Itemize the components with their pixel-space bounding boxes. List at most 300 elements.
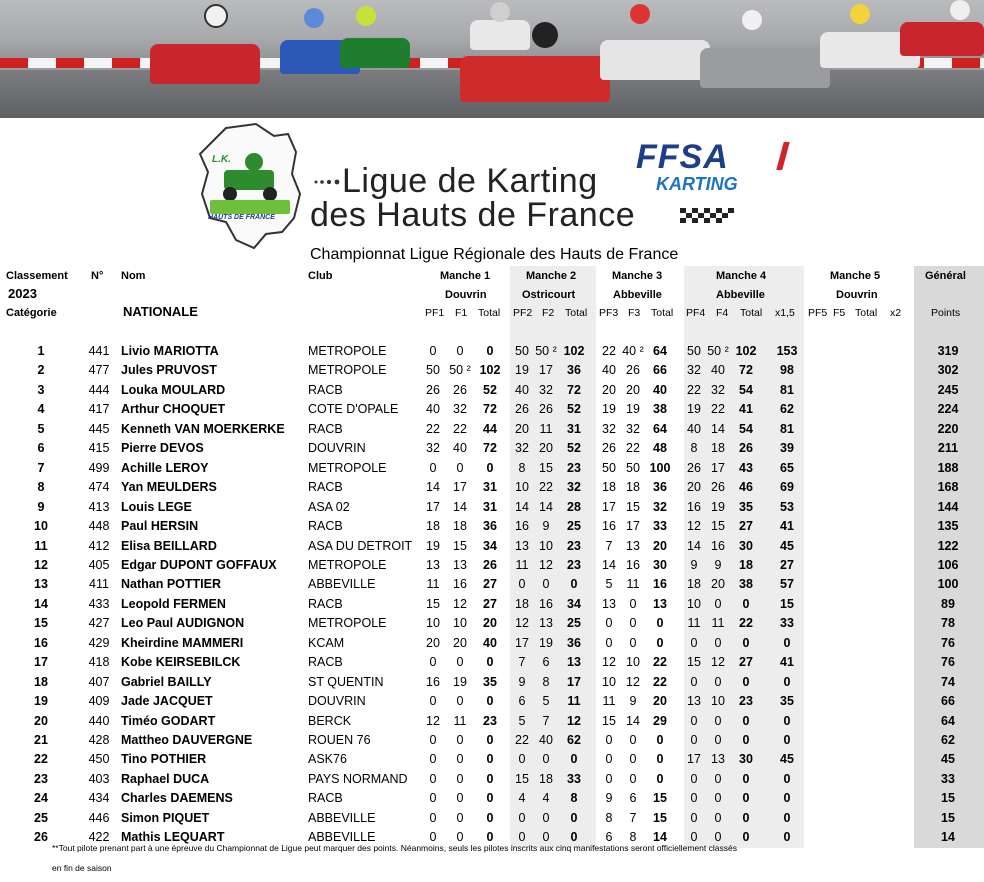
m3-cell: 0: [605, 752, 613, 766]
driver-name-cell: Leopold FERMEN: [121, 597, 226, 611]
m1-cell: 34: [483, 539, 497, 553]
manche-2-title: Manche 2: [526, 270, 577, 282]
m1-cell: 0: [429, 791, 437, 805]
m2-cell: 11: [567, 694, 581, 708]
manche-4-col-header: Total: [740, 307, 763, 319]
m1-cell: 0: [456, 811, 464, 825]
m1-cell: 50 ²: [449, 363, 471, 377]
m2-cell: 6: [518, 694, 526, 708]
driver-name-cell: Arthur CHOQUET: [121, 402, 226, 416]
m2-cell: 10: [539, 539, 553, 553]
m2-cell: 28: [567, 500, 581, 514]
rank-cell: 22: [34, 752, 48, 766]
m4-cell: 40: [687, 422, 701, 436]
number-cell: 429: [88, 636, 110, 650]
table-row: [0, 558, 984, 577]
number-cell: 415: [88, 441, 110, 455]
helmet-shape: [850, 4, 870, 24]
m1-cell: 0: [429, 344, 437, 358]
m2-cell: 52: [567, 402, 581, 416]
m2-cell: 72: [567, 383, 581, 397]
kart-shape: [150, 44, 260, 84]
m1-cell: 15: [453, 539, 467, 553]
m4-cell: 18: [711, 441, 725, 455]
m3-cell: 26: [626, 363, 640, 377]
m3-cell: 66: [653, 363, 667, 377]
m4-cell: 46: [739, 480, 753, 494]
kart-shape: [700, 48, 830, 88]
m2-cell: 50: [515, 344, 529, 358]
m1-cell: 22: [453, 422, 467, 436]
m4-cell: 27: [739, 655, 753, 669]
m4-cell: 69: [780, 480, 794, 494]
m4-cell: 41: [739, 402, 753, 416]
m1-cell: 0: [456, 461, 464, 475]
m3-cell: 0: [656, 616, 664, 630]
m2-cell: 11: [515, 558, 529, 572]
m3-cell: 48: [653, 441, 667, 455]
manche-1-col-header: Total: [478, 307, 501, 319]
helmet-shape: [742, 10, 762, 30]
m2-cell: 8: [542, 675, 550, 689]
m2-cell: 0: [570, 752, 578, 766]
m4-cell: 50 ²: [707, 344, 729, 358]
general-points-cell: 245: [937, 383, 959, 397]
general-points-cell: 135: [937, 519, 959, 533]
driver-name-cell: Raphael DUCA: [121, 772, 210, 786]
general-points-cell: 15: [941, 791, 955, 805]
m3-cell: 0: [629, 733, 637, 747]
table-row: [0, 714, 984, 733]
number-cell: 405: [88, 558, 110, 572]
m4-cell: 50: [687, 344, 701, 358]
manche-4-title: Manche 4: [716, 270, 767, 282]
m3-cell: 18: [602, 480, 616, 494]
helmet-shape: [490, 2, 510, 22]
manche-4-col-header: F4: [716, 307, 729, 319]
header-points: Points: [931, 307, 961, 319]
manche-3-col-header: F3: [628, 307, 641, 319]
m3-cell: 0: [656, 752, 664, 766]
m2-cell: 0: [542, 577, 550, 591]
m4-cell: 0: [783, 811, 791, 825]
number-cell: 474: [88, 480, 110, 494]
number-cell: 411: [89, 577, 109, 591]
driver-name-cell: Paul HERSIN: [121, 519, 199, 533]
m3-cell: 20: [653, 539, 667, 553]
m1-cell: 0: [429, 752, 437, 766]
m4-cell: 30: [739, 752, 753, 766]
m3-cell: 6: [605, 830, 613, 844]
m2-cell: 8: [570, 791, 578, 805]
m3-cell: 17: [626, 519, 640, 533]
m3-cell: 0: [605, 616, 613, 630]
m1-cell: 50: [426, 363, 440, 377]
m1-cell: 17: [426, 500, 440, 514]
m4-cell: 54: [739, 383, 753, 397]
m4-cell: 72: [739, 363, 753, 377]
m1-cell: 72: [483, 402, 497, 416]
m1-cell: 26: [483, 558, 497, 572]
m1-cell: 40: [426, 402, 440, 416]
m2-cell: 22: [515, 733, 529, 747]
m2-cell: 9: [518, 675, 526, 689]
m4-cell: 0: [690, 830, 698, 844]
m4-cell: 57: [780, 577, 794, 591]
general-points-cell: 15: [941, 811, 955, 825]
m4-cell: 0: [714, 772, 722, 786]
m4-cell: 41: [780, 519, 794, 533]
m3-cell: 40: [602, 363, 616, 377]
m2-cell: 102: [563, 344, 585, 358]
m4-cell: 0: [714, 675, 722, 689]
number-cell: 417: [88, 402, 110, 416]
m4-cell: 0: [783, 772, 791, 786]
club-cell: RACB: [308, 480, 343, 494]
m1-cell: 16: [426, 675, 440, 689]
m2-cell: 25: [567, 616, 581, 630]
table-row: [0, 500, 984, 519]
m3-cell: 13: [653, 597, 667, 611]
m1-cell: 13: [426, 558, 440, 572]
number-cell: 499: [88, 461, 110, 475]
general-points-cell: 76: [941, 636, 955, 650]
m4-cell: 0: [742, 675, 750, 689]
club-cell: RACB: [308, 597, 343, 611]
header-nom: Nom: [121, 270, 146, 282]
m4-cell: 0: [742, 811, 750, 825]
club-cell: RACB: [308, 383, 343, 397]
driver-name-cell: Tino POTHIER: [121, 752, 207, 766]
m4-cell: 0: [783, 714, 791, 728]
rank-cell: 6: [37, 441, 45, 455]
m2-cell: 15: [515, 772, 529, 786]
m2-cell: 62: [567, 733, 581, 747]
m4-cell: 26: [739, 441, 753, 455]
number-cell: 441: [88, 344, 110, 358]
m3-cell: 9: [629, 694, 637, 708]
m3-cell: 20: [602, 383, 616, 397]
rank-cell: 4: [37, 402, 45, 416]
m4-cell: 18: [739, 558, 753, 572]
m3-cell: 0: [605, 772, 613, 786]
m4-cell: 0: [714, 636, 722, 650]
number-cell: 413: [88, 500, 110, 514]
manche-3-venue: Abbeville: [613, 289, 662, 301]
manche-1-title: Manche 1: [440, 270, 491, 282]
m4-cell: 11: [687, 616, 701, 630]
m1-cell: 0: [456, 344, 464, 358]
number-cell: 448: [88, 519, 110, 533]
m2-cell: 0: [542, 811, 550, 825]
manche-2-col-header: PF2: [513, 307, 533, 319]
m2-cell: 10: [515, 480, 529, 494]
club-cell: DOUVRIN: [308, 441, 366, 455]
m4-cell: 62: [780, 402, 794, 416]
club-cell: ABBEVILLE: [308, 830, 376, 844]
rank-cell: 14: [34, 597, 48, 611]
m2-cell: 32: [539, 383, 553, 397]
header-general: Général: [925, 270, 966, 282]
m2-cell: 16: [539, 597, 553, 611]
number-cell: 418: [88, 655, 110, 669]
m2-cell: 23: [567, 558, 581, 572]
m4-cell: 35: [780, 694, 794, 708]
header-numero: N°: [91, 270, 104, 282]
m1-cell: 0: [486, 655, 494, 669]
club-cell: ABBEVILLE: [308, 577, 376, 591]
m1-cell: 44: [483, 422, 497, 436]
m1-cell: 0: [486, 733, 494, 747]
m4-cell: 81: [780, 422, 794, 436]
general-points-cell: 78: [941, 616, 955, 630]
general-points-cell: 62: [941, 733, 955, 747]
m2-cell: 14: [515, 500, 529, 514]
club-cell: ST QUENTIN: [308, 675, 384, 689]
m2-cell: 33: [567, 772, 581, 786]
m4-cell: 45: [780, 752, 794, 766]
m3-cell: 0: [656, 733, 664, 747]
m3-cell: 16: [626, 558, 640, 572]
manche-2-col-header: F2: [542, 307, 555, 319]
m1-cell: 19: [453, 675, 467, 689]
driver-name-cell: Louis LEGE: [121, 500, 192, 514]
rank-cell: 18: [34, 675, 48, 689]
m3-cell: 50: [602, 461, 616, 475]
rank-cell: 9: [37, 500, 45, 514]
manche-1-col-header: F1: [455, 307, 468, 319]
kart-shape: [460, 56, 610, 102]
m3-cell: 14: [653, 830, 667, 844]
m3-cell: 13: [626, 539, 640, 553]
m4-cell: 20: [711, 577, 725, 591]
m1-cell: 0: [456, 694, 464, 708]
m4-cell: 0: [690, 791, 698, 805]
m2-cell: 19: [515, 363, 529, 377]
m4-cell: 14: [711, 422, 725, 436]
m2-cell: 32: [567, 480, 581, 494]
manche-5-col-header: Total: [855, 307, 878, 319]
m4-cell: 0: [714, 830, 722, 844]
number-cell: 422: [88, 830, 110, 844]
m1-cell: 10: [426, 616, 440, 630]
table-row: [0, 655, 984, 674]
m4-cell: 40: [711, 363, 725, 377]
m1-cell: 0: [486, 830, 494, 844]
m1-cell: 14: [426, 480, 440, 494]
rank-cell: 1: [37, 344, 45, 358]
race-banner-photo: [0, 0, 984, 118]
m1-cell: 35: [483, 675, 497, 689]
m2-cell: 0: [518, 752, 526, 766]
m4-cell: 16: [687, 500, 701, 514]
m1-cell: 11: [453, 714, 467, 728]
m2-cell: 4: [518, 791, 526, 805]
m4-cell: 27: [780, 558, 794, 572]
m2-cell: 18: [515, 597, 529, 611]
general-points-cell: 122: [937, 539, 959, 553]
m2-cell: 9: [542, 519, 550, 533]
m1-cell: 0: [486, 811, 494, 825]
m1-cell: 0: [429, 694, 437, 708]
header-categorie: Catégorie: [6, 307, 57, 319]
m3-cell: 22: [653, 675, 667, 689]
m3-cell: 19: [602, 402, 616, 416]
m4-cell: 0: [742, 830, 750, 844]
club-cell: BERCK: [308, 714, 352, 728]
m4-cell: 0: [714, 791, 722, 805]
table-row: [0, 480, 984, 499]
m3-cell: 0: [629, 772, 637, 786]
m2-cell: 13: [567, 655, 581, 669]
footnote-line2: en fin de saison: [52, 863, 112, 873]
m3-cell: 32: [653, 500, 667, 514]
general-points-cell: 64: [941, 714, 955, 728]
driver-name-cell: Kheirdine MAMMERI: [121, 636, 244, 650]
m2-cell: 25: [567, 519, 581, 533]
m3-cell: 8: [605, 811, 613, 825]
m1-cell: 22: [426, 422, 440, 436]
table-row: [0, 383, 984, 402]
m3-cell: 15: [653, 791, 667, 805]
club-cell: PAYS NORMAND: [308, 772, 408, 786]
table-row: [0, 752, 984, 771]
m4-cell: 19: [687, 402, 701, 416]
table-row: [0, 461, 984, 480]
m1-cell: 0: [456, 655, 464, 669]
m4-cell: 0: [690, 811, 698, 825]
m4-cell: 0: [783, 636, 791, 650]
club-cell: METROPOLE: [308, 344, 387, 358]
m3-cell: 29: [653, 714, 667, 728]
general-points-cell: 76: [941, 655, 955, 669]
m2-cell: 16: [515, 519, 529, 533]
rank-cell: 7: [37, 461, 45, 475]
number-cell: 433: [88, 597, 110, 611]
table-row: [0, 811, 984, 830]
m3-cell: 64: [653, 344, 667, 358]
driver-name-cell: Jules PRUVOST: [121, 363, 217, 377]
m3-cell: 40: [653, 383, 667, 397]
table-row: [0, 363, 984, 382]
number-cell: 427: [88, 616, 110, 630]
m1-cell: 0: [456, 772, 464, 786]
m3-cell: 33: [653, 519, 667, 533]
m2-cell: 52: [567, 441, 581, 455]
m2-cell: 13: [515, 539, 529, 553]
rank-cell: 16: [34, 636, 48, 650]
helmet-shape: [532, 22, 558, 48]
table-row: [0, 344, 984, 363]
m2-cell: 36: [567, 636, 581, 650]
m4-cell: 16: [711, 539, 725, 553]
club-cell: ASA DU DETROIT: [308, 539, 413, 553]
rank-cell: 24: [34, 791, 48, 805]
number-cell: 445: [88, 422, 110, 436]
rank-cell: 13: [34, 577, 48, 591]
m4-cell: 81: [780, 383, 794, 397]
helmet-shape: [950, 0, 970, 20]
m3-cell: 20: [626, 383, 640, 397]
m1-cell: 0: [456, 830, 464, 844]
rank-cell: 25: [34, 811, 48, 825]
club-cell: ABBEVILLE: [308, 811, 376, 825]
header-club: Club: [308, 270, 333, 282]
helmet-shape: [204, 4, 228, 28]
m3-cell: 10: [602, 675, 616, 689]
m2-cell: 14: [539, 500, 553, 514]
manche-3-col-header: Total: [651, 307, 674, 319]
m4-cell: 0: [690, 714, 698, 728]
m2-cell: 40: [539, 733, 553, 747]
m2-cell: 36: [567, 363, 581, 377]
m2-cell: 13: [539, 616, 553, 630]
m3-cell: 6: [629, 791, 637, 805]
m1-cell: 16: [453, 577, 467, 591]
manche-3-col-header: PF3: [599, 307, 619, 319]
m4-cell: 15: [711, 519, 725, 533]
number-cell: 409: [88, 694, 110, 708]
m1-cell: 0: [486, 461, 494, 475]
m2-cell: 23: [567, 461, 581, 475]
m1-cell: 27: [483, 577, 497, 591]
m4-cell: 0: [690, 636, 698, 650]
m4-cell: 0: [783, 675, 791, 689]
club-cell: DOUVRIN: [308, 694, 366, 708]
m2-cell: 50 ²: [535, 344, 557, 358]
m2-cell: 40: [515, 383, 529, 397]
m3-cell: 38: [653, 402, 667, 416]
m1-cell: 72: [483, 441, 497, 455]
m3-cell: 0: [629, 636, 637, 650]
helmet-shape: [630, 4, 650, 24]
general-points-cell: 319: [937, 344, 959, 358]
m2-cell: 12: [567, 714, 581, 728]
m3-cell: 0: [629, 752, 637, 766]
table-row: [0, 597, 984, 616]
manche-5-col-header: F5: [833, 307, 846, 319]
m2-cell: 12: [539, 558, 553, 572]
driver-name-cell: Mattheo DAUVERGNE: [121, 733, 253, 747]
m4-cell: 0: [714, 714, 722, 728]
table-row: [0, 791, 984, 810]
m4-cell: 39: [780, 441, 794, 455]
number-cell: 446: [88, 811, 110, 825]
m3-cell: 11: [602, 694, 616, 708]
driver-name-cell: Charles DAEMENS: [121, 791, 233, 805]
footnote-line1: **Tout pilote prenant part à une épreuve du Championnat de Ligue peut marquer des points. Néanmoins, seuls les pilotes inscrits aux cinq manifestations seront officiellement classés: [52, 843, 737, 853]
m3-cell: 7: [605, 539, 613, 553]
manche-4-col-header: x1,5: [775, 307, 795, 319]
club-cell: RACB: [308, 519, 343, 533]
m4-cell: 9: [690, 558, 698, 572]
m4-cell: 26: [687, 461, 701, 475]
categorie-value: NATIONALE: [123, 304, 198, 319]
m4-cell: 30: [739, 539, 753, 553]
club-cell: COTE D'OPALE: [308, 402, 399, 416]
m4-cell: 0: [742, 636, 750, 650]
general-points-cell: 220: [937, 422, 959, 436]
table-row: [0, 577, 984, 596]
general-points-cell: 74: [941, 675, 955, 689]
helmet-shape: [304, 8, 324, 28]
m3-cell: 15: [602, 714, 616, 728]
general-points-cell: 33: [941, 772, 955, 786]
m2-cell: 26: [515, 402, 529, 416]
club-cell: METROPOLE: [308, 461, 387, 475]
m1-cell: 0: [456, 733, 464, 747]
general-points-cell: 168: [937, 480, 959, 494]
